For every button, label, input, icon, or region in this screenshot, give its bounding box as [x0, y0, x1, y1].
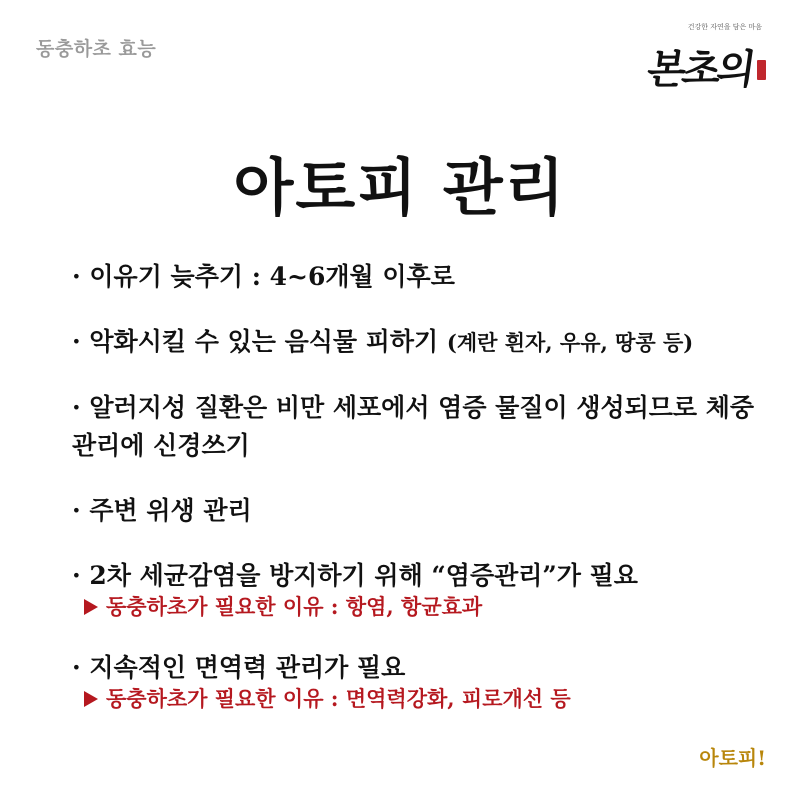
list-item: [72, 557, 772, 595]
brand-logo: [644, 18, 766, 98]
arrow-right-icon: [84, 599, 98, 615]
list-item: [72, 492, 772, 530]
list-group: [72, 557, 772, 621]
reason-line: [84, 593, 772, 621]
item-text: · 주변 위생 관리: [72, 496, 252, 525]
item-text: · 지속적인 면역력 관리가 필요: [72, 653, 406, 682]
list-item: [72, 258, 772, 296]
category-label: 동충하초 효능: [36, 38, 157, 60]
reason-line: [84, 685, 772, 713]
list-item: [72, 323, 772, 362]
list-group: [72, 649, 772, 713]
logo-tagline: 건강한 자연을 담은 마음: [687, 23, 762, 31]
reason-text: 동충하초가 필요한 이유 : 면역력강화, 피로개선 등: [106, 686, 571, 711]
seal-icon: [757, 60, 766, 80]
logo-text: 본초의: [644, 46, 755, 93]
list-item: [72, 649, 772, 687]
content-list: [72, 258, 772, 741]
page-title: 아토피 관리: [233, 151, 567, 224]
item-text: · 악화시킬 수 있는 음식물 피하기: [72, 327, 447, 356]
item-text: · 알러지성 질환은 비만 세포에서 염증 물질이 생성되므로 체중 관리에 신경쓰기: [72, 393, 755, 460]
item-text: · 이유기 늦추기 : 4~6개월 이후로: [72, 262, 455, 291]
arrow-right-icon: [84, 691, 98, 707]
list-item: [72, 389, 772, 465]
reason-text: 동충하초가 필요한 이유 : 항염, 항균효과: [106, 594, 483, 619]
footer-tag: 아토피!: [699, 746, 766, 770]
item-text: · 2차 세균감염을 방지하기 위해 “염증관리”가 필요: [72, 561, 638, 590]
item-note: (계란 흰자, 우유, 땅콩 등): [446, 330, 694, 355]
